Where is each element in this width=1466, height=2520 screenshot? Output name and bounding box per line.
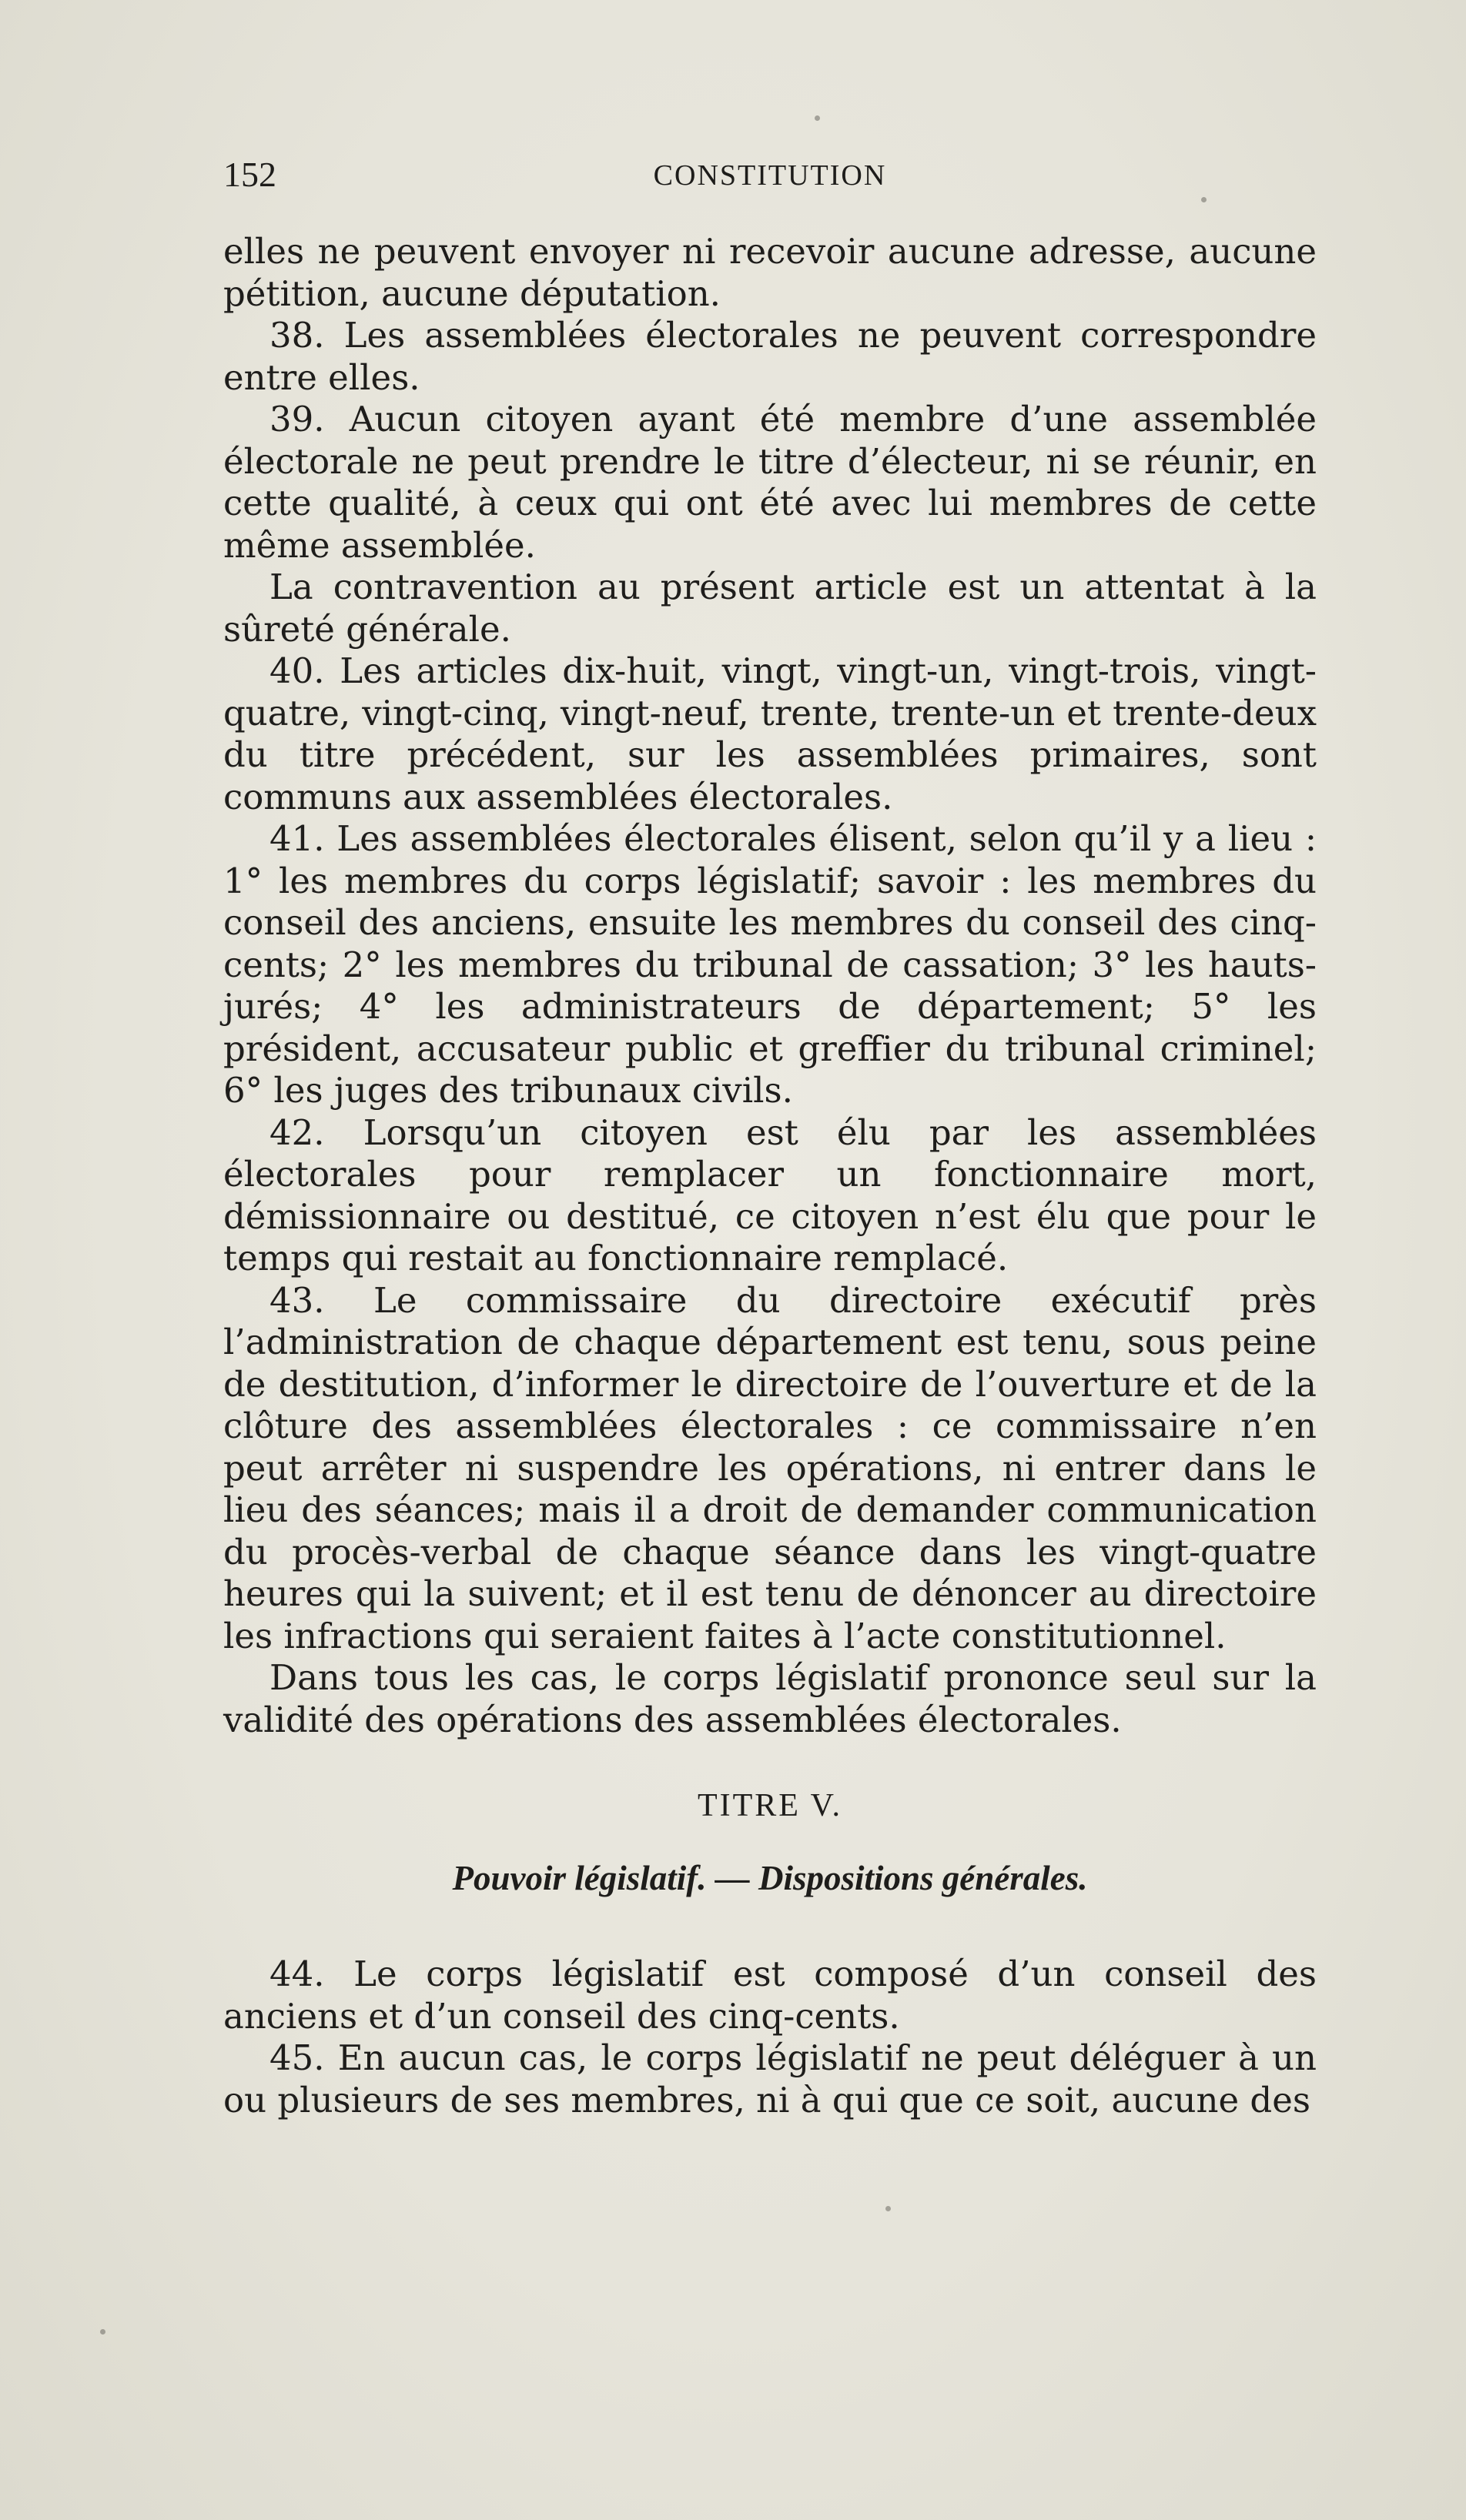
section-title: TITRE V. <box>697 1788 843 1823</box>
article-43-paragraph-2: Dans tous les cas, le corps législatif prononce seul sur la validité des opérations des assemblées électorales. <box>223 1657 1317 1740</box>
paragraph-continuation: elles ne peuvent envoyer ni recevoir aucune adresse, aucune pétition, aucune députation. <box>223 231 1317 314</box>
page-header <box>223 154 1317 200</box>
article-38: 38. Les assemblées électorales ne peuvent correspondre entre elles. <box>223 315 1317 398</box>
section-subtitle: Pouvoir législatif. — Dispositions générales. <box>452 1859 1088 1897</box>
article-40: 40. Les articles dix-huit, vingt, vingt-un, vingt-trois, vingt-quatre, vingt-cinq, vingt-neuf, trente, trente-un et trente-deux du titre précédent, sur les assemblées primaires, sont communs aux assemblées électorales. <box>223 650 1317 817</box>
section-heading <box>223 1787 1317 1898</box>
page-body <box>223 231 1317 1741</box>
paper-speck <box>100 2329 105 2335</box>
article-44: 44. Le corps législatif est composé d’un conseil des anciens et d’un conseil des cinq-cents. <box>223 1954 1317 2037</box>
article-39-paragraph-2: La contravention au présent article est un attentat à la sûreté générale. <box>223 566 1317 650</box>
section-body <box>223 1954 1317 2121</box>
paper-speck <box>1201 197 1207 202</box>
article-39: 39. Aucun citoyen ayant été membre d’une assemblée électorale ne peut prendre le titre d’électeur, ni se réunir, en cette qualité, à ceux qui ont été avec lui membres de cette même assemblée. <box>223 399 1317 566</box>
running-title: CONSTITUTION <box>653 159 887 192</box>
paper-speck <box>815 115 820 121</box>
paper-speck <box>885 2206 891 2211</box>
article-41: 41. Les assemblées électorales élisent, selon qu’il y a lieu : 1° les membres du corps législatif; savoir : les membres du conseil des anciens, ensuite les membres du conseil des cinq-cents; 2° les membres du tribunal de cassation; 3° les hauts-jurés; 4° les administrateurs de département; 5° les président, accusateur public et greffier du tribunal criminel; 6° les juges des tribunaux civils. <box>223 818 1317 1111</box>
article-42: 42. Lorsqu’un citoyen est élu par les assemblées électorales pour remplacer un fonctionnaire mort, démissionnaire ou destitué, ce citoyen n’est élu que pour le temps qui restait au fonctionnaire remplacé. <box>223 1111 1317 1278</box>
article-45: 45. En aucun cas, le corps législatif ne peut déléguer à un ou plusieurs de ses membres, ni à qui que ce soit, aucune des <box>223 2037 1317 2121</box>
page-number: 152 <box>223 155 276 194</box>
article-43: 43. Le commissaire du directoire exécutif près l’administration de chaque département est tenu, sous peine de destitution, d’informer le directoire de l’ouverture et de la clôture des assemblées électorales : ce commissaire n’en peut arrêter ni suspendre les opérations, ni entrer dans le lieu des séances; mais il a droit de demander communication du procès-verbal de chaque séance dans les vingt-quatre heures qui la suivent; et il est tenu de dénoncer au directoire les infractions qui seraient faites à l’acte constitutionnel. <box>223 1279 1317 1656</box>
